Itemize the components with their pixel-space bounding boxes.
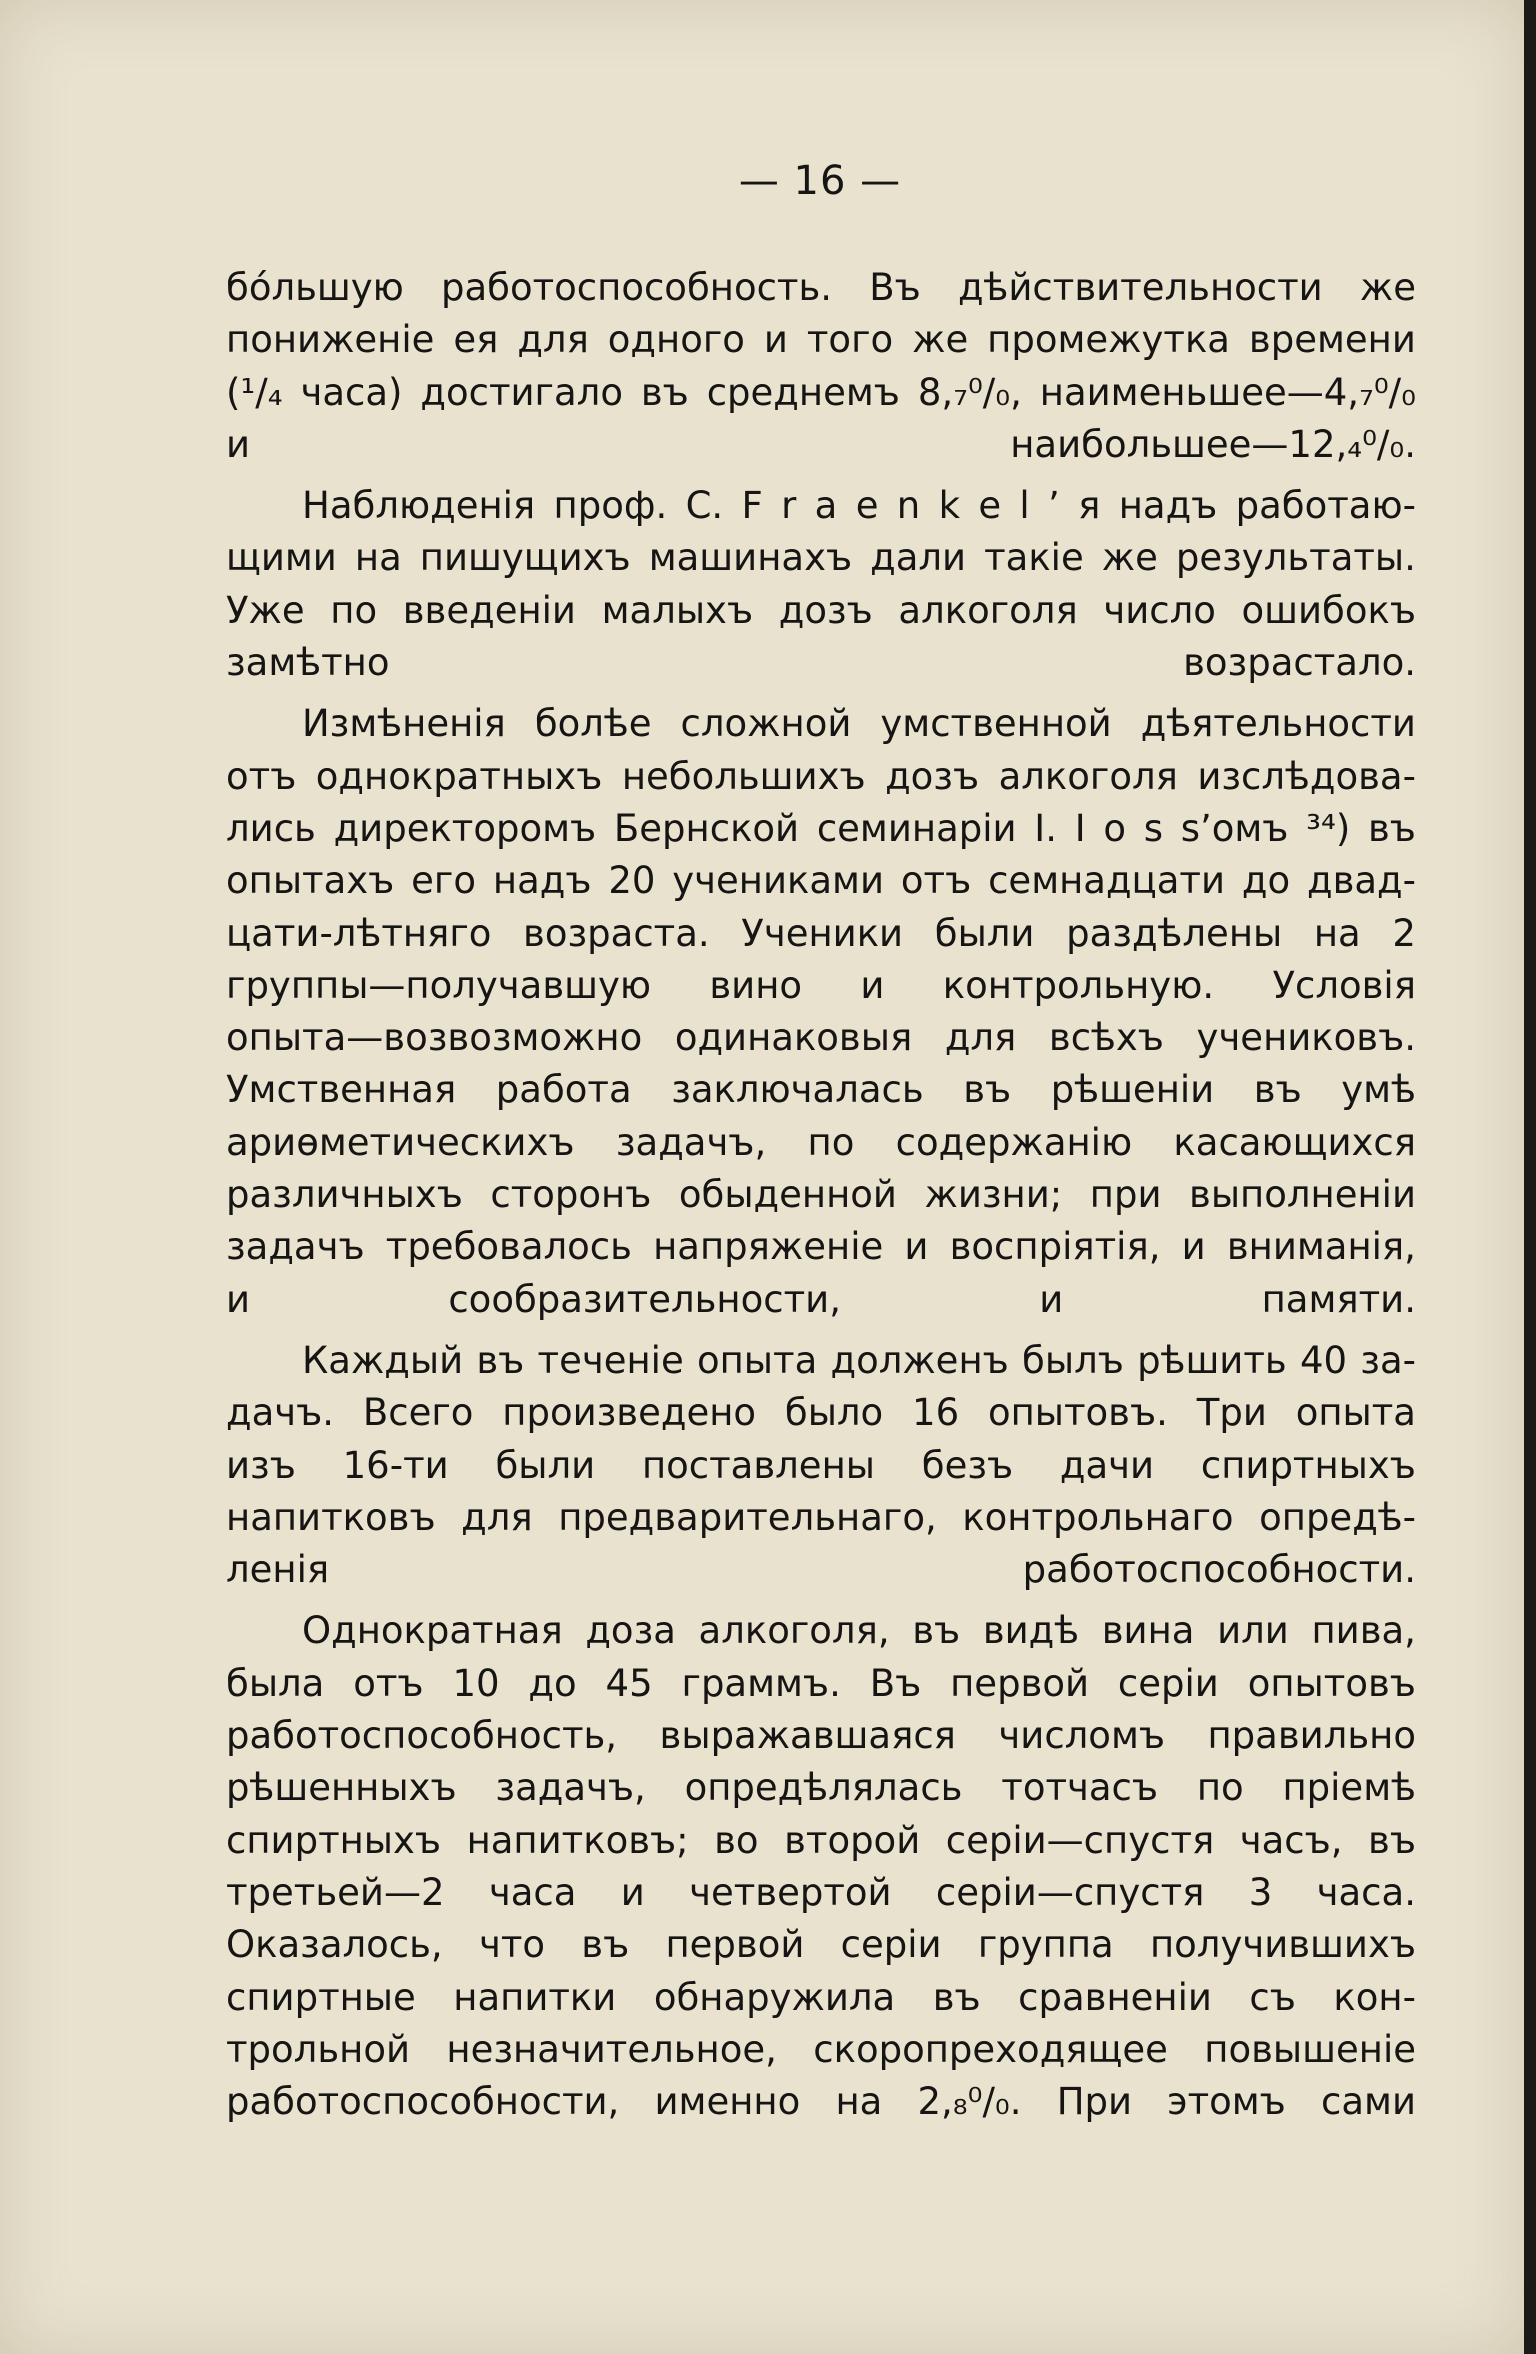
text-line: работоспособности, именно на 2,₈⁰/₀. При этомъ сами bbox=[226, 2080, 1416, 2124]
text-line: замѣтно возрастало. bbox=[226, 641, 1416, 685]
text-line: различныхъ сторонъ обыденной жизни; при выполненіи bbox=[226, 1173, 1416, 1217]
text-line: пониженіе ея для одного и того же промежутка времени bbox=[226, 318, 1416, 362]
text-line: Умственная работа заключалась въ рѣшеніи въ умѣ bbox=[226, 1068, 1416, 1112]
text-line: опытахъ его надъ 20 учениками отъ семнадцати до двад- bbox=[226, 859, 1416, 903]
text-line: спиртныхъ напитковъ; во второй серіи—спустя часъ, въ bbox=[226, 1818, 1416, 1862]
text-line: ленія работоспособности. bbox=[226, 1548, 1416, 1592]
text-line: и сообразительности, и памяти. bbox=[226, 1277, 1416, 1321]
paragraph-4 bbox=[226, 1335, 1416, 1596]
text-line: Измѣненія болѣе сложной умственной дѣятельности bbox=[302, 702, 1416, 746]
text-line: спиртные напитки обнаружила въ сравненіи съ кон- bbox=[226, 1975, 1416, 2019]
text-line: Оказалось, что въ первой серіи группа получившихъ bbox=[226, 1923, 1416, 1967]
text-line: Однократная доза алкоголя, въ видѣ вина или пива, bbox=[302, 1609, 1416, 1653]
text-line: Каждый въ теченіе опыта долженъ былъ рѣшить 40 за- bbox=[302, 1338, 1416, 1382]
text-line: дачъ. Всего произведено было 16 опытовъ. Три опыта bbox=[226, 1391, 1416, 1435]
body-text bbox=[226, 262, 1416, 2128]
text-line: группы—получавшую вино и контрольную. Условія bbox=[226, 963, 1416, 1007]
paragraph-2 bbox=[226, 480, 1416, 689]
text-line: трольной незначительное, скоропреходящее повышеніе bbox=[226, 2027, 1416, 2071]
text-line: отъ однократныхъ небольшихъ дозъ алкоголя изслѣдова- bbox=[226, 754, 1416, 798]
page-number: — 16 — bbox=[738, 158, 902, 204]
text-line: работоспособность, выражавшаяся числомъ правильно bbox=[226, 1714, 1416, 1758]
text-line: бóльшую работоспособность. Въ дѣйствительности же bbox=[226, 266, 1416, 309]
text-line: напитковъ для предварительнаго, контрольнаго опредѣ- bbox=[226, 1495, 1416, 1539]
text-line: рѣшенныхъ задачъ, опредѣлялась тотчасъ по пріемѣ bbox=[226, 1766, 1416, 1810]
text-line: ариѳметическихъ задачъ, по содержанію касающихся bbox=[226, 1120, 1416, 1164]
text-line: изъ 16-ти были поставлены безъ дачи спиртныхъ bbox=[226, 1443, 1416, 1487]
paragraph-1 bbox=[226, 262, 1416, 471]
paragraph-3 bbox=[226, 698, 1416, 1326]
text-line: опыта—возвозможно одинаковыя для всѣхъ учениковъ. bbox=[226, 1016, 1416, 1060]
text-line: и наибольшее—12,₄⁰/₀. bbox=[226, 422, 1416, 466]
text-line: Уже по введеніи малыхъ дозъ алкоголя число ошибокъ bbox=[226, 588, 1416, 632]
text-line: щими на пишущихъ машинахъ дали такіе же результаты. bbox=[226, 536, 1416, 580]
paragraph-5 bbox=[226, 1605, 1416, 2128]
text-line: была отъ 10 до 45 граммъ. Въ первой серіи опытовъ bbox=[226, 1661, 1416, 1705]
text-line: Наблюденія проф. С. F r a e n k e l ’ я надъ работаю- bbox=[302, 484, 1416, 528]
text-line: (¹/₄ часа) достигало въ среднемъ 8,₇⁰/₀, наименьшее—4,₇⁰/₀ bbox=[226, 370, 1416, 414]
text-line: третьей—2 часа и четвертой серіи—спустя 3 часа. bbox=[226, 1870, 1416, 1914]
text-line: цати-лѣтняго возраста. Ученики были раздѣлены на 2 bbox=[226, 911, 1416, 955]
text-line: задачъ требовалось напряженіе и воспріятія, и вниманія, bbox=[226, 1225, 1416, 1269]
text-line: лись директоромъ Бернской семинаріи I. I o s s’омъ ³⁴) въ bbox=[226, 806, 1416, 850]
